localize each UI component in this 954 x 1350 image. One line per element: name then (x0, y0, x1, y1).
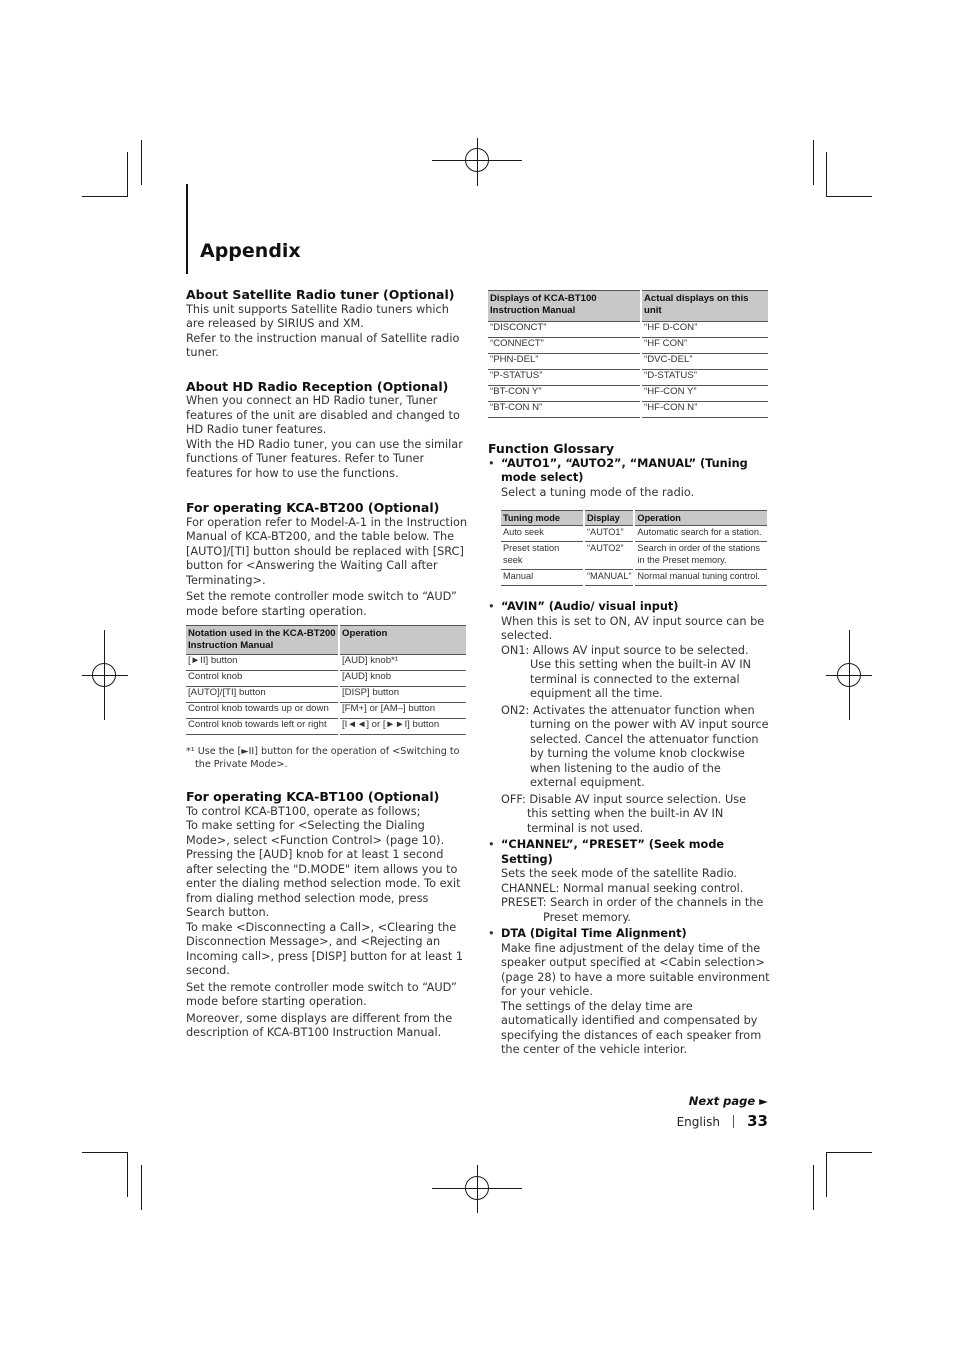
dta-text-1: Make fine adjustment of the delay time of the speaker output specified at <Cabin selection> (page 28) to have a more suitable environment for your vehicle. (501, 941, 770, 998)
table-row (488, 386, 768, 402)
bt100-text-1: To control KCA-BT100, operate as follows; (186, 804, 421, 818)
bt200-text-2: Set the remote controller mode switch to “AUD” mode before starting operation. (186, 590, 457, 618)
table-cell: Control knob towards left or right (186, 719, 339, 735)
table-cell: “BT-CON Y” (488, 386, 641, 402)
hd-text-1: When you connect an HD Radio tuner, Tuner features of the unit are disabled and changed to HD Radio tuner features. (186, 394, 460, 436)
table-row (186, 671, 466, 687)
bt200-text-1: For operation refer to Model-A-1 in the Instruction Manual of KCA-BT200, and the table below. The [AUTO]/[TI] button should be replaced with [SRC] button for <Answering the Waiting Call after Terminating>. (186, 515, 468, 587)
bt100-text-5: Moreover, some displays are different from the description of KCA-BT100 Instruction Manual. (186, 1011, 453, 1039)
table-row (186, 687, 466, 703)
table-header: Tuning mode (501, 511, 584, 526)
table-cell: “HF-CON Y” (641, 386, 768, 402)
table-cell: [FM+] or [AM–] button (339, 703, 466, 719)
table-row (501, 526, 767, 542)
table-row (488, 402, 768, 418)
table-cell: “MANUAL” (584, 570, 634, 586)
footer-language: English (676, 1115, 720, 1129)
footnote-text: Use the [►II] button for the operation of <Switching to the Private Mode>. (195, 746, 460, 770)
glossary-item-auto (488, 457, 770, 587)
right-column (488, 290, 770, 1058)
glossary-item-title: • “AVIN” (Audio/ visual input) (501, 600, 679, 613)
table-header: Operation (634, 511, 767, 526)
title-rule (186, 184, 188, 274)
table-cell: “BT-CON N” (488, 402, 641, 418)
table-cell: Manual (501, 570, 584, 586)
bt100-section (186, 790, 468, 1041)
table-row (186, 655, 466, 671)
table-cell: [►II] button (186, 655, 339, 671)
table-cell: “AUTO2” (584, 542, 634, 570)
table-cell: Normal manual tuning control. (634, 570, 767, 586)
display-table (488, 290, 768, 418)
glossary-item-title: • “CHANNEL”, “PRESET” (Seek mode Setting) (501, 838, 725, 866)
table-cell: Search in order of the stations in the Preset memory. (634, 542, 767, 570)
table-cell: “PHN-DEL” (488, 354, 641, 370)
footnote (186, 745, 468, 771)
bt100-text-2: To make setting for <Selecting the Dialing Mode>, select <Function Control> (page 10). Pressing the [AUD] knob for at least 1 second after selecting the "D.MODE" item allows you to enter the dialing method selection mode. To exit from dialing method selection mode, press Search button. (186, 819, 461, 919)
satellite-section (186, 288, 468, 361)
footnote-mark: *¹ (186, 746, 195, 757)
table-header-row (488, 291, 768, 322)
table-cell: Control knob (186, 671, 339, 687)
table-cell: Auto seek (501, 526, 584, 542)
table-cell: “HF-CON N” (641, 402, 768, 418)
preset-option: PRESET: Search in order of the channels in the Preset memory. (501, 896, 764, 924)
bt200-table (186, 625, 466, 735)
table-header: Notation used in the KCA-BT200 Instruction Manual (186, 626, 339, 655)
satellite-text-2: Refer to the instruction manual of Satellite radio tuner. (186, 331, 460, 359)
table-row (488, 354, 768, 370)
table-cell: “HF D-CON” (641, 322, 768, 338)
table-header: Actual displays on this unit (641, 291, 768, 322)
bt200-heading: For operating KCA-BT200 (Optional) (186, 500, 440, 515)
table-cell: “DVC-DEL” (641, 354, 768, 370)
satellite-text-1: This unit supports Satellite Radio tuners which are released by SIRIUS and XM. (186, 302, 449, 330)
table-cell: [DISP] button (339, 687, 466, 703)
glossary-item-dta (488, 927, 770, 1058)
footer-divider (733, 1115, 734, 1128)
bt200-section (186, 501, 468, 771)
glossary-item-desc: Sets the seek mode of the satellite Radio. (501, 867, 738, 880)
table-cell: [AUD] knob*¹ (339, 655, 466, 671)
page-title: Appendix (200, 240, 301, 262)
table-header: Displays of KCA-BT100 Instruction Manual (488, 291, 641, 322)
avin-on2: ON2: Activates the attenuator function when turning on the power with AV input source selected. Cancel the attenuator function by turning the volume knob clockwise when listening to the audio of the external equipment. (501, 703, 769, 789)
glossary-section (488, 442, 770, 1058)
table-cell: [AUTO]/[TI] button (186, 687, 339, 703)
glossary-heading: Function Glossary (488, 441, 614, 456)
table-cell: [AUD] knob (339, 671, 466, 687)
left-column (186, 288, 468, 1041)
table-cell: “AUTO1” (584, 526, 634, 542)
glossary-item-channel (488, 838, 770, 925)
glossary-item-desc: When this is set to ON, AV input source can be selected. (501, 614, 765, 642)
bt100-text-4: Set the remote controller mode switch to “AUD” mode before starting operation. (186, 980, 457, 1008)
table-header-row (186, 626, 466, 655)
table-row (488, 370, 768, 386)
table-row (488, 322, 768, 338)
glossary-item-desc: Select a tuning mode of the radio. (501, 485, 695, 499)
next-page-link[interactable]: Next page ► (688, 1094, 768, 1108)
page-footer (600, 1111, 768, 1130)
avin-off: OFF: Disable AV input source selection. Use this setting when the built-in AV IN terminal is not used. (501, 792, 747, 835)
table-cell: Preset station seek (501, 542, 584, 570)
table-cell: “DISCONCT” (488, 322, 641, 338)
table-header: Display (584, 511, 634, 526)
page-number: 33 (747, 1112, 768, 1130)
table-cell: [I◄◄] or [►►I] button (339, 719, 466, 735)
channel-option: CHANNEL: Normal manual seeking control. (501, 881, 744, 895)
table-header: Operation (339, 626, 466, 655)
glossary-item-avin (488, 600, 770, 836)
glossary-item-title: • DTA (Digital Time Alignment) (501, 927, 687, 940)
table-cell: “D-STATUS” (641, 370, 768, 386)
table-header-row (501, 511, 767, 526)
glossary-item-title: • “AUTO1”, “AUTO2”, “MANUAL” (Tuning mode select) (501, 456, 748, 484)
dta-text-2: The settings of the delay time are automatically identified and compensated by specifying the distances of each speaker from the center of the vehicle interior. (501, 999, 762, 1056)
tuning-mode-table (501, 510, 767, 586)
table-cell: “CONNECT” (488, 338, 641, 354)
hd-heading: About HD Radio Reception (Optional) (186, 378, 449, 394)
table-cell: Control knob towards up or down (186, 703, 339, 719)
hd-text-2: With the HD Radio tuner, you can use the similar functions of Tuner features. Refer to Tuner features for how to use the functions. (186, 437, 463, 480)
table-row (501, 570, 767, 586)
table-cell: Automatic search for a station. (634, 526, 767, 542)
satellite-heading: About Satellite Radio tuner (Optional) (186, 287, 455, 302)
bt100-text-3: To make <Disconnecting a Call>, <Clearing the Disconnection Message>, and <Rejecting an Incoming call>, press [DISP] button for at least 1 second. (186, 920, 464, 977)
bt100-heading: For operating KCA-BT100 (Optional) (186, 789, 440, 804)
table-row (488, 338, 768, 354)
table-row (501, 542, 767, 570)
table-cell: “P-STATUS” (488, 370, 641, 386)
table-row (186, 719, 466, 735)
avin-on1: ON1: Allows AV input source to be selected. Use this setting when the built-in AV IN terminal is connected to the external equipment all the time. (501, 643, 751, 700)
table-cell: “HF CON” (641, 338, 768, 354)
table-row (186, 703, 466, 719)
hd-section (186, 380, 468, 482)
